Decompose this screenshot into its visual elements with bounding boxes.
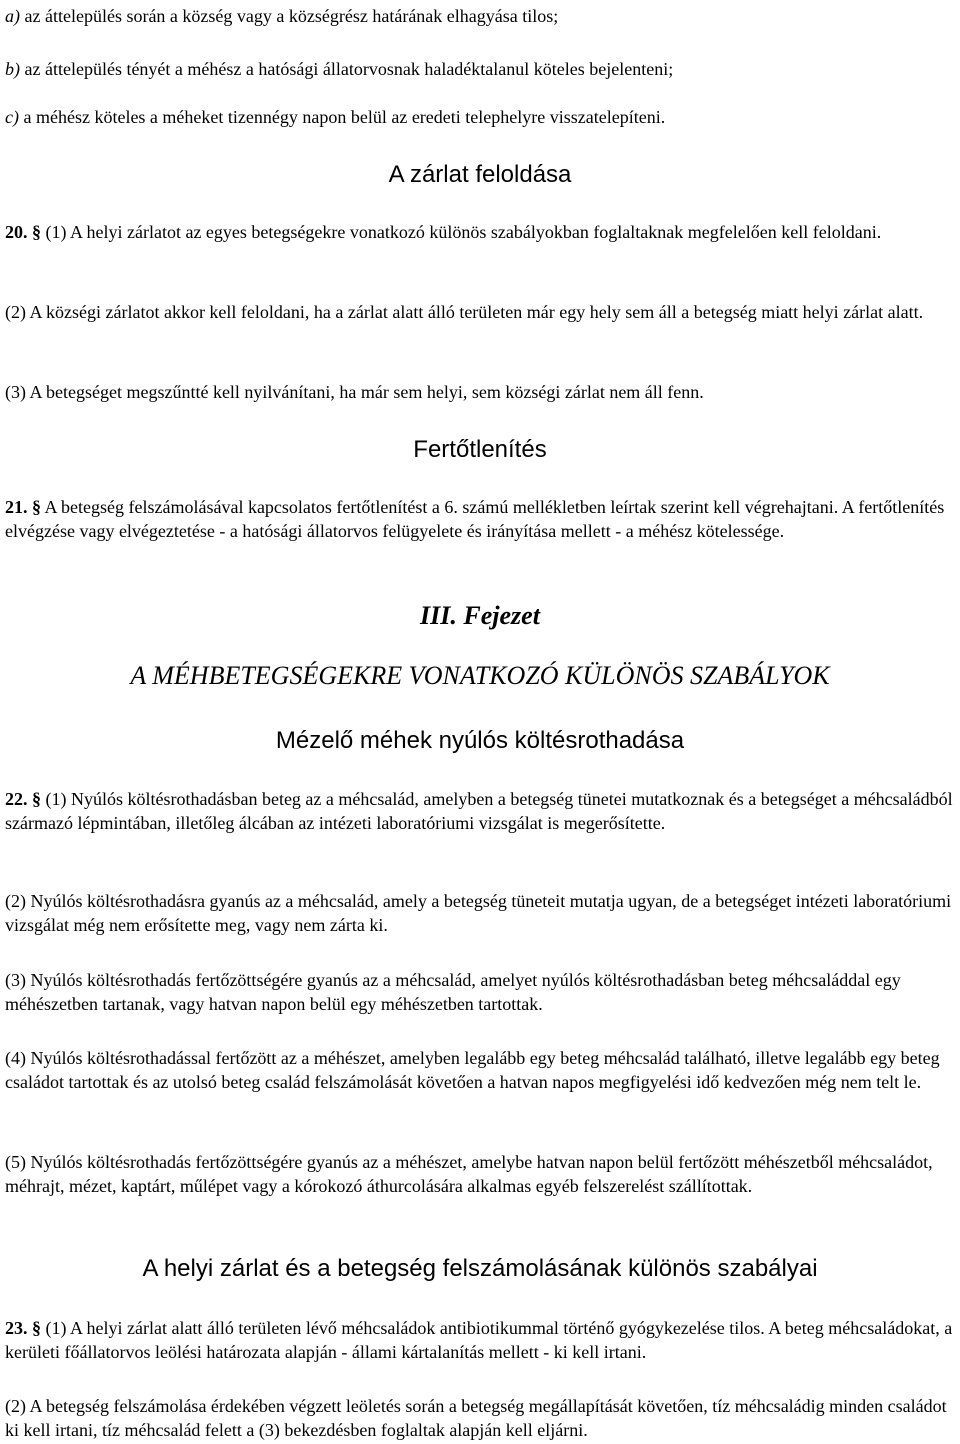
- section-sign: §: [32, 222, 41, 242]
- section-heading: A helyi zárlat és a betegség felszámolásának különös szabályai: [142, 1255, 818, 1282]
- section-heading: Mézelő méhek nyúlós költésrothadása: [275, 727, 685, 754]
- list-text: az áttelepülés során a község vagy a községrész határának elhagyása tilos;: [20, 6, 559, 26]
- list-marker: c): [5, 107, 19, 127]
- list-marker: a): [5, 6, 20, 26]
- paragraph-22-5: (5) Nyúlós költésrothadás fertőzöttségére gyanús az a méhészet, amelybe hatvan napon belül fertőzött méhészetből méhcsaládot, méhrajt, mézet, kaptárt, műlépet vagy a kórokozó áthurcolására alkalmas egyéb felszerelést szállítottak.: [5, 1152, 933, 1196]
- list-item-b: [5, 57, 955, 81]
- paragraph-22-3: (3) Nyúlós költésrothadás fertőzöttségére gyanús az a méhcsalád, amelyet nyúlós költésrothadásban beteg méhcsaláddal egy méhészetben tartanak, vagy hatvan napon belül egy méhészetben tartottak.: [5, 970, 901, 1014]
- paragraph-text: (1) A helyi zárlat alatt álló területen lévő méhcsaládok antibiotikummal történő gyógykezelése tilos. A beteg méhcsaládokat, a kerületi főállatorvos leölési határozata alapján - állami kártalanítás mellett - ki kell irtani.: [5, 1318, 953, 1362]
- list-text: az áttelepülés tényét a méhész a hatósági állatorvosnak haladéktalanul köteles bejelenteni;: [20, 59, 674, 79]
- paragraph-text: (1) Nyúlós költésrothadásban beteg az a méhcsalád, amelyben a betegség tünetei mutatkoznak és a betegséget a méhcsaládból származó lépmintában, illetőleg álcában az intézeti laboratóriumi vizsgálat is megerősítette.: [5, 789, 953, 833]
- section-sign: §: [32, 789, 41, 809]
- list-text: a méhész köteles a méheket tizennégy napon belül az eredeti telephelyre visszatelepíteni.: [18, 107, 666, 127]
- paragraph-22-4: (4) Nyúlós költésrothadással fertőzött az a méhészet, amelyben legalább egy beteg méhcsalád található, illetve legalább egy beteg családot tartottak és az utolsó beteg család felszámolását követően a hatvan napos megfigyelési idő kedvezően még nem telt le.: [5, 1048, 940, 1092]
- list-marker: b): [5, 59, 20, 79]
- paragraph-20-2: (2) A községi zárlatot akkor kell feloldani, ha a zárlat alatt álló területen már egy hely sem áll a betegség miatt helyi zárlat alatt.: [5, 302, 924, 322]
- paragraph-22-1: [5, 787, 955, 835]
- section-sign: §: [32, 1318, 41, 1338]
- chapter-title: III. Fejezet: [420, 601, 540, 630]
- paragraph-text: (1) A helyi zárlatot az egyes betegségekre vonatkozó különös szabályokban foglaltaknak megfelelően kell feloldani.: [45, 222, 882, 242]
- section-number: 21.: [5, 497, 28, 517]
- paragraph-23-2: (2) A betegség felszámolása érdekében végzett leöletés során a betegség megállapítását követően, tíz méhcsaládig minden családot ki kell irtani, tíz méhcsalád felett a (3) bekezdésben foglaltak alapján kell eljárni.: [5, 1396, 947, 1440]
- paragraph-20-1: [5, 220, 955, 244]
- section-sign: §: [32, 497, 41, 517]
- paragraph-text: A betegség felszámolásával kapcsolatos fertőtlenítést a 6. számú mellékletben leírtak szerint kell végrehajtani. A fertőtlenítés elvégzése vagy elvégeztetése - a hatósági állatorvos felügyelete és irányítása mellett - a méhész kötelessége.: [5, 497, 945, 541]
- paragraph-23-1: [5, 1316, 955, 1364]
- section-number: 23.: [5, 1318, 28, 1338]
- paragraph-20-3: (3) A betegséget megszűntté kell nyilvánítani, ha már sem helyi, sem községi zárlat nem áll fenn.: [5, 382, 704, 402]
- section-heading: A zárlat feloldása: [388, 161, 572, 188]
- list-item-a: [5, 4, 955, 28]
- section-number: 22.: [5, 789, 28, 809]
- paragraph-21: [5, 495, 955, 543]
- paragraph-22-2: (2) Nyúlós költésrothadásra gyanús az a méhcsalád, amely a betegség tüneteit mutatja ugyan, de a betegséget intézeti laboratóriumi vizsgálat még nem erősítette meg, vagy nem zárta ki.: [5, 891, 952, 935]
- chapter-subtitle: A MÉHBETEGSÉGEKRE VONATKOZÓ KÜLÖNÖS SZABÁLYOK: [130, 661, 830, 690]
- list-item-c: [5, 105, 955, 129]
- section-number: 20.: [5, 222, 28, 242]
- section-heading: Fertőtlenítés: [413, 436, 547, 463]
